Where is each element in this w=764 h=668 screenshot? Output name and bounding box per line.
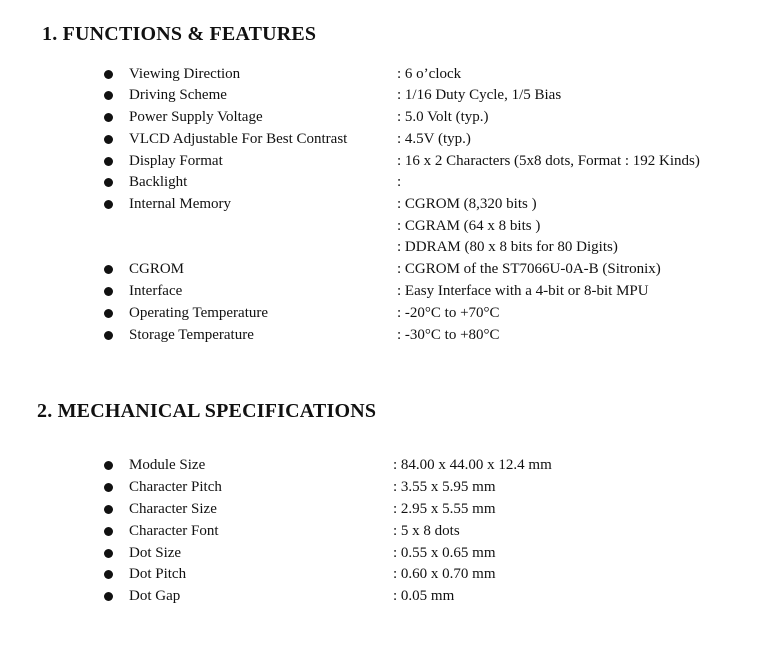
spec-label: VLCD Adjustable For Best Contrast xyxy=(129,131,348,147)
bullet-icon xyxy=(104,505,113,514)
bullet-icon xyxy=(104,178,113,187)
bullet-icon xyxy=(104,70,113,79)
spec-value: : 6 o’clock xyxy=(397,66,462,82)
bullet-icon xyxy=(104,200,113,209)
spec-value: : -20°C to +70°C xyxy=(397,305,500,321)
spec-label: Internal Memory xyxy=(129,196,232,212)
spec-label: Storage Temperature xyxy=(129,327,254,343)
spec-label: Display Format xyxy=(129,153,223,169)
spec-label: Character Pitch xyxy=(129,479,222,495)
bullet-icon xyxy=(104,549,113,558)
spec-value: : xyxy=(397,174,402,190)
spec-label: Viewing Direction xyxy=(129,66,241,82)
spec-label: Driving Scheme xyxy=(129,87,227,103)
spec-value: : 16 x 2 Characters (5x8 dots, Format : 192 Kinds) xyxy=(397,153,700,169)
bullet-icon xyxy=(104,483,113,492)
spec-label: Module Size xyxy=(129,457,206,473)
bullet-icon xyxy=(104,135,113,144)
spec-value: : CGRAM (64 x 8 bits ) xyxy=(397,218,541,234)
bullet-icon xyxy=(104,461,113,470)
spec-label: Dot Gap xyxy=(129,588,181,604)
bullet-icon xyxy=(104,527,113,536)
spec-value: : 0.05 mm xyxy=(393,588,455,604)
spec-value: : 0.55 x 0.65 mm xyxy=(393,545,496,561)
spec-value: : 0.60 x 0.70 mm xyxy=(393,566,496,582)
bullet-icon xyxy=(104,592,113,601)
spec-value: : CGROM (8,320 bits ) xyxy=(397,196,537,212)
bullet-icon xyxy=(104,287,113,296)
spec-value: : DDRAM (80 x 8 bits for 80 Digits) xyxy=(397,239,618,255)
spec-value: : 2.95 x 5.55 mm xyxy=(393,501,496,517)
spec-label: Character Size xyxy=(129,501,217,517)
bullet-icon xyxy=(104,113,113,122)
section-heading-mechanical-specifications: 2. MECHANICAL SPECIFICATIONS xyxy=(37,400,377,422)
spec-value: : Easy Interface with a 4-bit or 8-bit MPU xyxy=(397,283,649,299)
spec-label: Operating Temperature xyxy=(129,305,269,321)
spec-label: Power Supply Voltage xyxy=(129,109,263,125)
spec-label: Dot Pitch xyxy=(129,566,187,582)
spec-label: Dot Size xyxy=(129,545,182,561)
bullet-icon xyxy=(104,331,113,340)
spec-value: : 4.5V (typ.) xyxy=(397,131,471,147)
spec-label: Backlight xyxy=(129,174,188,190)
spec-value: : 5.0 Volt (typ.) xyxy=(397,109,489,125)
spec-value: : 3.55 x 5.95 mm xyxy=(393,479,496,495)
spec-label: CGROM xyxy=(129,261,185,277)
bullet-icon xyxy=(104,265,113,274)
spec-value: : 84.00 x 44.00 x 12.4 mm xyxy=(393,457,552,473)
bullet-icon xyxy=(104,157,113,166)
bullet-icon xyxy=(104,91,113,100)
spec-value: : -30°C to +80°C xyxy=(397,327,500,343)
spec-value: : 5 x 8 dots xyxy=(393,523,460,539)
bullet-icon xyxy=(104,570,113,579)
spec-value: : CGROM of the ST7066U-0A-B (Sitronix) xyxy=(397,261,661,277)
spec-label: Interface xyxy=(129,283,183,299)
section-heading-functions-features: 1. FUNCTIONS & FEATURES xyxy=(42,23,317,45)
spec-label: Character Font xyxy=(129,523,219,539)
spec-value: : 1/16 Duty Cycle, 1/5 Bias xyxy=(397,87,562,103)
bullet-icon xyxy=(104,309,113,318)
